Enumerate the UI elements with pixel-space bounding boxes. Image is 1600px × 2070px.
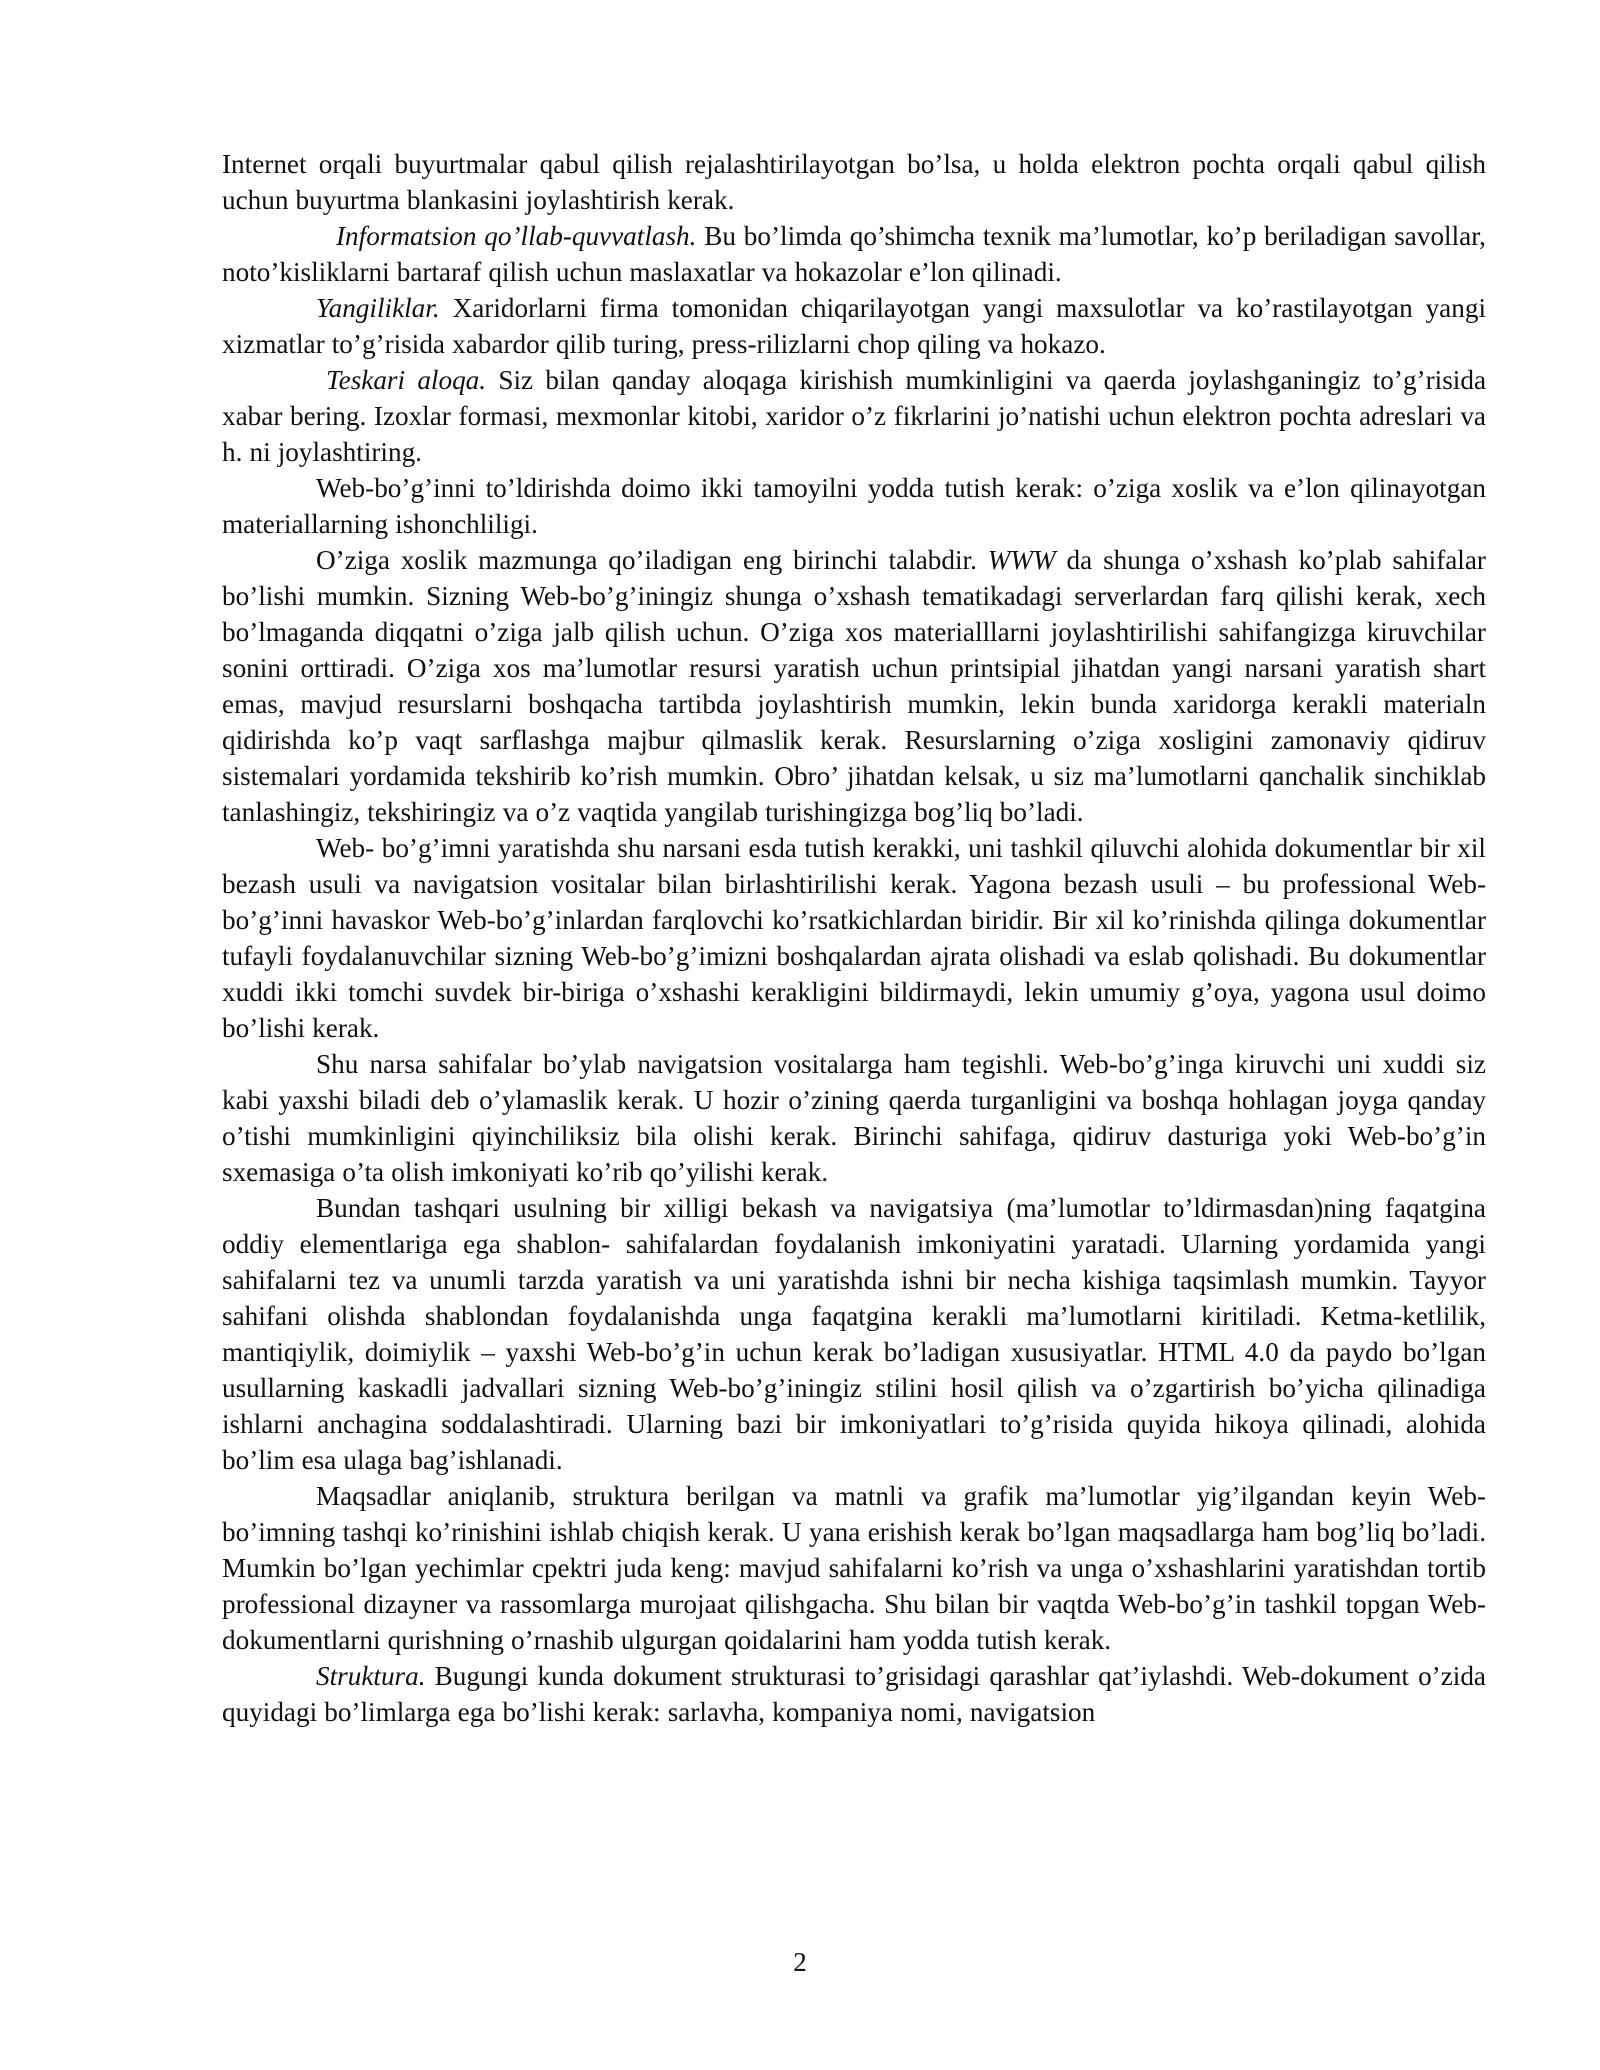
- paragraph-text: Internet orqali buyurtmalar qabul qilish rejalashtirilayotgan bo’lsa, u holda elektron pochta orqali qabul qilish uchun buyurtma blankasini joylashtirish kerak.: [222, 149, 1486, 215]
- paragraph-text-before: O’ziga xoslik mazmunga qo’iladigan eng birinchi talabdir.: [316, 545, 988, 575]
- page-number: 2: [793, 1947, 807, 1977]
- paragraph-unified-style: [222, 830, 1486, 1046]
- paragraph-feedback: [222, 362, 1486, 470]
- paragraph-templates: [222, 1190, 1486, 1478]
- paragraph-text: Shu narsa sahifalar bo’ylab navigatsion vositalarga ham tegishli. Web-bo’g’inga kiruvchi uni xuddi siz kabi yaxshi biladi deb o’ylamaslik kerak. U hozir o’zining qaerda turganligini va boshqa hohlagan joyga qanday o’tishi mumkinligini qiyinchiliksiz bila olishi kerak. Birinchi sahifaga, qidiruv dasturiga yoki Web-bo’g’in sxemasiga o’ta olish imkoniyati ko’rib qo’yilishi kerak.: [222, 1049, 1486, 1187]
- paragraph-navigation: [222, 1046, 1486, 1190]
- paragraph-emphasis: WWW: [987, 545, 1056, 575]
- document-page: [222, 146, 1486, 1730]
- paragraph-text: Bu bo’limda qo’shimcha texnik ma’lumotlar, ko’p beriladigan savollar, noto’kisliklarni bartaraf qilish uchun maslaxatlar va hokazolar e’lon qilinadi.: [222, 221, 1486, 287]
- paragraph-text: Web- bo’g’imni yaratishda shu narsani esda tutish kerakki, uni tashkil qiluvchi alohida dokumentlar bir xil bezash usuli va navigatsion vositalar bilan birlashtirilishi kerak. Yagona bezash usuli – bu professional Web-bo’g’inni havaskor Web-bo’g’inlardan farqlovchi ko’rsatkichlardan biridir. Bir xil ko’rinishda qilinga dokumentlar tufayli foydalanuvchilar sizning Web-bo’g’imizni boshqalardan ajrata olishadi va eslab qolishadi. Bu dokumentlar xuddi ikki tomchi suvdek bir-biriga o’xshashi kerakligini bildirmaydi, lekin umumiy g’oya, yagona usul doimo bo’lishi kerak.: [222, 833, 1486, 1043]
- paragraph-lead-term: Teskari aloqa.: [326, 365, 487, 395]
- paragraph-lead-term: Informatsion qo’llab-quvvatlash.: [336, 221, 697, 251]
- paragraph-lead-term: Struktura.: [316, 1661, 426, 1691]
- paragraph-text: da shunga o’xshash ko’plab sahifalar bo’lishi mumkin. Sizning Web-bo’g’iningiz shunga o’xshash tematikadagi serverlardan farq qilishi kerak, xech bo’lmaganda diqqatni o’ziga jalb qilish uchun. O’ziga xos materialllarni joylashtirilishi sahifangizga kiruvchilar sonini orttiradi. O’ziga xos ma’lumotlar resursi yaratish uchun printsipial jihatdan yangi narsani yaratish shart emas, mavjud resurslarni boshqacha tartibda joylashtirish mumkin, lekin bunda xaridorga kerakli materialn qidirishda ko’p vaqt sarflashga majbur qilmaslik kerak. Resurslarning o’ziga xosligini zamonaviy qidiruv sistemalari yordamida tekshirib ko’rish mumkin. Obro’ jihatdan kelsak, u siz ma’lumotlarni qanchalik sinchiklab tanlashingiz, tekshiringiz va o’z vaqtida yangilab turishingizga bog’liq bo’ladi.: [222, 545, 1486, 827]
- paragraph-news: [222, 290, 1486, 362]
- paragraph-lead-term: Yangiliklar.: [316, 293, 440, 323]
- paragraph-appearance: [222, 1478, 1486, 1658]
- paragraph-uniqueness: [222, 542, 1486, 830]
- paragraph-two-principles: [222, 470, 1486, 542]
- paragraph-text: Maqsadlar aniqlanib, struktura berilgan va matnli va grafik ma’lumotlar yig’ilgandan keyin Web-bo’imning tashqi ko’rinishini ishlab chiqish kerak. U yana erishish kerak bo’lgan maqsadlarga ham bog’liq bo’ladi. Mumkin bo’lgan yechimlar cpektri juda keng: mavjud sahifalarni ko’rish va unga o’xshashlarini yaratishdan tortib professional dizayner va rassomlarga murojaat qilishgacha. Shu bilan bir vaqtda Web-bo’g’in tashkil topgan Web-dokumentlarni qurishning o’rnashib ulgurgan qoidalarini ham yodda tutish kerak.: [222, 1481, 1486, 1655]
- paragraph-text: Web-bo’g’inni to’ldirishda doimo ikki tamoyilni yodda tutish kerak: o’ziga xoslik va e’lon qilinayotgan materiallarning ishonchliligi.: [222, 473, 1486, 539]
- paragraph-text: Xaridorlarni firma tomonidan chiqarilayotgan yangi maxsulotlar va ko’rastilayotgan yangi xizmatlar to’g’risida xabardor qilib turing, press-rilizlarni chop qiling va hokazo.: [222, 293, 1486, 359]
- paragraph-order-form: [222, 146, 1486, 218]
- paragraph-structure: [222, 1658, 1486, 1730]
- paragraph-text: Bugungi kunda dokument strukturasi to’grisidagi qarashlar qat’iylashdi. Web-dokument o’zida quyidagi bo’limlarga ega bo’lishi kerak: sarlavha, kompaniya nomi, navigatsion: [222, 1661, 1486, 1727]
- paragraph-text: Siz bilan qanday aloqaga kirishish mumkinligini va qaerda joylashganingiz to’g’risida xabar bering. Izoxlar formasi, mexmonlar kitobi, xaridor o’z fikrlarini jo’natishi uchun elektron pochta adreslari va h. ni joylashtiring.: [222, 365, 1487, 467]
- paragraph-text: Bundan tashqari usulning bir xilligi bekash va navigatsiya (ma’lumotlar to’ldirmasdan)ning faqatgina oddiy elementlariga ega shablon- sahifalardan foydalanish imkoniyatini yaratadi. Ularning yordamida yangi sahifalarni tez va unumli tarzda yaratish va uni yaratishda ishni bir necha kishiga taqsimlash mumkin. Tayyor sahifani olishda shablondan foydalanishda unga faqatgina kerakli ma’lumotlarni kiritiladi. Ketma-ketlilik, mantiqiylik, doimiylik – yaxshi Web-bo’g’in uchun kerak bo’ladigan xususiyatlar. HTML 4.0 da paydo bo’lgan usullarning kaskadli jadvallari sizning Web-bo’g’iningiz stilini hosil qilish va o’zgartirish bo’yicha qilinadiga ishlarni anchagina soddalashtiradi. Ularning bazi bir imkoniyatlari to’g’risida quyida hikoya qilinadi, alohida bo’lim esa ulaga bag’ishlanadi.: [222, 1193, 1486, 1475]
- paragraph-informational-support: [222, 218, 1486, 290]
